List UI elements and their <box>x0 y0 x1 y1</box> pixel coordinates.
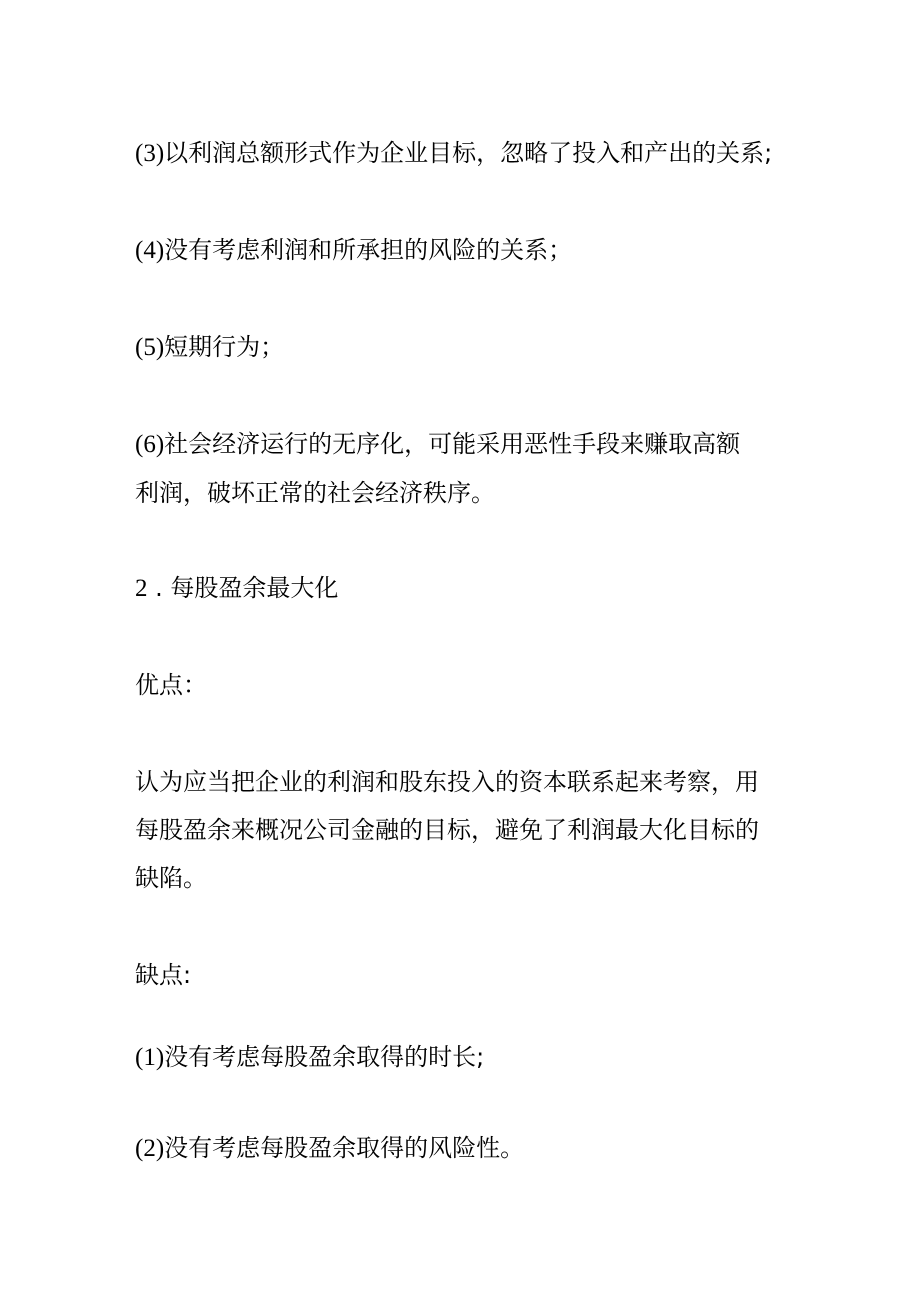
paragraph-item-5 <box>135 329 284 366</box>
advantages-paragraph <box>135 764 759 800</box>
section-title: . 每股盈余最大化 <box>147 574 339 602</box>
paragraph-text: 利润，破坏正常的社会经济秩序。 <box>135 479 495 507</box>
paragraph-text: 没有考虑每股盈余取得的风险性。 <box>164 1134 525 1162</box>
section-number: 2 <box>135 575 148 602</box>
paragraph-text: 缺点: <box>135 961 192 989</box>
paragraph-text: 优点： <box>135 671 207 699</box>
paragraph-item-6 <box>135 426 740 463</box>
item-number: (2) <box>135 1135 165 1162</box>
paragraph-item-4 <box>135 232 572 269</box>
advantages-paragraph-line-3 <box>135 860 207 896</box>
item-number: (4) <box>135 237 165 264</box>
item-number: (1) <box>135 1044 165 1071</box>
disadvantage-item-2 <box>135 1130 524 1167</box>
paragraph-text: 没有考虑利润和所承担的风险的关系； <box>164 236 573 264</box>
paragraph-text: 没有考虑每股盈余取得的时长; <box>164 1043 485 1071</box>
paragraph-item-6-continued <box>135 475 495 511</box>
paragraph-text: 以利润总额形式作为企业目标，忽略了投入和产出的关系; <box>164 139 773 167</box>
disadvantage-item-1 <box>135 1039 484 1076</box>
paragraph-text: 缺陷。 <box>135 864 207 892</box>
disadvantages-label <box>135 957 191 993</box>
paragraph-text: 每股盈余来概况公司金融的目标，避免了利润最大化目标的 <box>135 816 759 844</box>
item-number: (5) <box>135 334 165 361</box>
paragraph-text: 社会经济运行的无序化，可能采用恶性手段来赚取高额 <box>164 430 741 458</box>
advantages-paragraph-line-2 <box>135 812 759 848</box>
paragraph-text: 认为应当把企业的利润和股东投入的资本联系起来考察，用 <box>135 768 759 796</box>
paragraph-text: 短期行为； <box>164 333 285 361</box>
advantages-label <box>135 667 207 703</box>
item-number: (3) <box>135 140 165 167</box>
item-number: (6) <box>135 431 165 458</box>
section-heading <box>135 570 338 607</box>
paragraph-item-3 <box>135 135 772 172</box>
